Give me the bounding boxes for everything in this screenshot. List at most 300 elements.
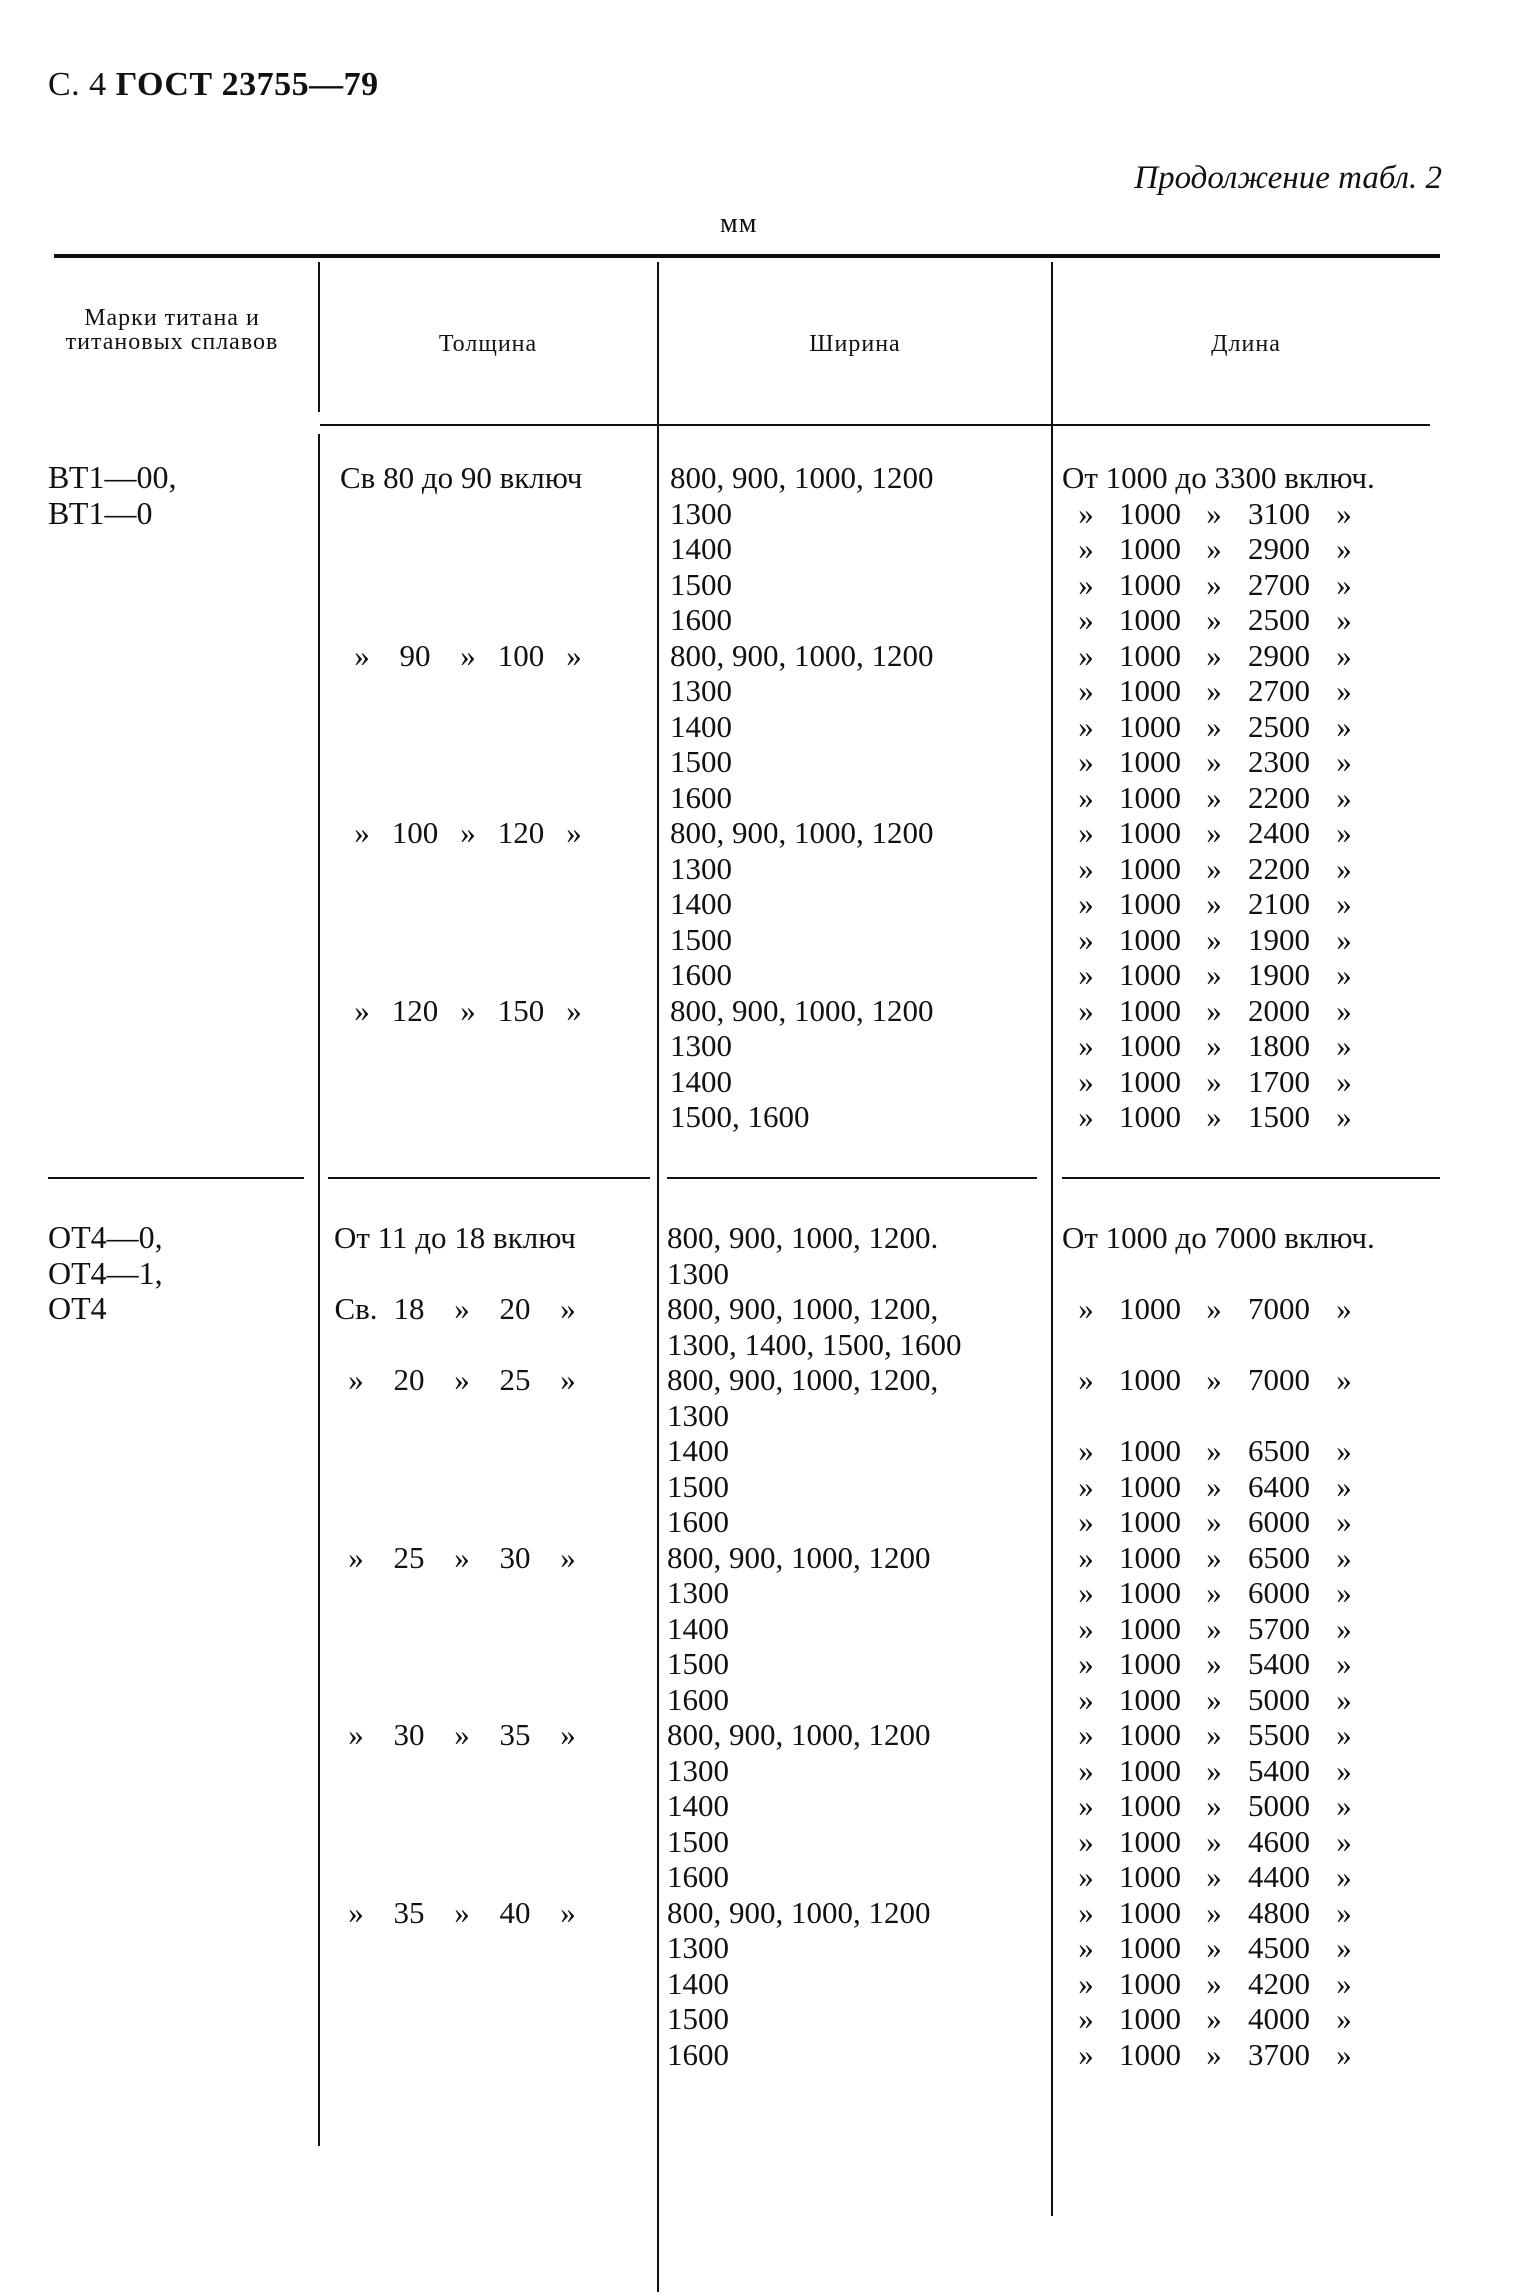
thickness-part: » xyxy=(454,1717,470,1752)
length-part: 1000 xyxy=(1119,1468,1181,1504)
length-part: » xyxy=(1336,566,1352,602)
length-part: 1000 xyxy=(1119,531,1181,566)
length-part: 5000 xyxy=(1248,1681,1310,1717)
length-part: » xyxy=(1206,921,1222,957)
thickness-part: 100 xyxy=(497,637,545,673)
length-part: 2700 xyxy=(1248,673,1310,708)
column-divider-3 xyxy=(1051,262,1053,2216)
length-part: » xyxy=(1078,1788,1094,1823)
length-part: 5000 xyxy=(1248,1788,1310,1823)
length-part: » xyxy=(1336,673,1352,708)
length-row xyxy=(1062,1717,1368,1753)
length-part: » xyxy=(1078,1028,1094,1063)
length-row xyxy=(1062,1028,1375,1064)
width-row: 1600 xyxy=(667,1681,729,1717)
width-row: 1400 xyxy=(667,1965,729,2001)
group2-grades xyxy=(48,1220,163,1327)
grade-name: ОТ4—0, xyxy=(48,1219,163,1255)
length-row xyxy=(1062,1611,1368,1647)
thickness-part: 25 xyxy=(393,1539,425,1575)
length-part: » xyxy=(1336,1504,1352,1539)
length-part: » xyxy=(1336,779,1352,815)
width-row: 1300, 1400, 1500, 1600 xyxy=(667,1326,962,1362)
length-part: » xyxy=(1078,1504,1094,1539)
length-part: » xyxy=(1336,1028,1352,1063)
length-part: » xyxy=(1336,1575,1352,1610)
length-part: 2200 xyxy=(1248,779,1310,815)
thickness-part: Св. xyxy=(334,1291,378,1326)
thickness-part: » xyxy=(454,1291,470,1326)
column-divider-1 xyxy=(318,262,320,412)
length-row xyxy=(1062,1895,1368,1931)
length-row xyxy=(1062,602,1375,638)
length-part: » xyxy=(1078,708,1094,744)
thickness-part: » xyxy=(454,1539,470,1575)
length-part: » xyxy=(1078,779,1094,815)
width-row: 1300 xyxy=(670,495,732,531)
group2-width xyxy=(667,1220,962,2072)
length-part: 1000 xyxy=(1119,1575,1181,1610)
length-part: » xyxy=(1206,1099,1222,1134)
header-width: Ширина xyxy=(809,331,901,357)
width-row: 1500 xyxy=(670,921,732,957)
length-part: 2500 xyxy=(1248,602,1310,637)
thickness-part: » xyxy=(560,1362,576,1397)
length-part: » xyxy=(1078,566,1094,602)
length-part: 5400 xyxy=(1248,1752,1310,1788)
length-part: 1900 xyxy=(1248,921,1310,957)
width-row: 800, 900, 1000, 1200, xyxy=(667,1362,939,1397)
length-part: » xyxy=(1078,1823,1094,1859)
thickness-part: 18 xyxy=(393,1291,425,1326)
header-bottom-rule xyxy=(320,424,1430,426)
length-part: 3100 xyxy=(1248,495,1310,531)
width-row: 800, 900, 1000, 1200 xyxy=(667,1717,931,1752)
column-divider-1b xyxy=(318,434,320,2146)
length-part: » xyxy=(1206,1930,1222,1965)
thickness-part: » xyxy=(460,637,476,673)
length-part: » xyxy=(1206,744,1222,779)
length-first-row: От 1000 до 3300 включ. xyxy=(1062,460,1375,495)
length-part: » xyxy=(1206,1823,1222,1859)
length-row xyxy=(1062,1966,1368,2002)
length-part: » xyxy=(1206,1433,1222,1468)
length-part: 1900 xyxy=(1248,957,1310,992)
length-row xyxy=(1062,1859,1368,1895)
group-separator-length xyxy=(1062,1177,1440,1179)
length-row xyxy=(1062,851,1375,887)
thickness-part: 100 xyxy=(391,815,439,850)
length-part: » xyxy=(1336,1468,1352,1504)
length-part: 1000 xyxy=(1119,886,1181,921)
length-part: » xyxy=(1336,744,1352,779)
length-part: 1000 xyxy=(1119,1539,1181,1575)
length-part: 1000 xyxy=(1119,992,1181,1028)
length-row xyxy=(1062,2001,1368,2037)
length-part: » xyxy=(1336,1788,1352,1823)
length-part: » xyxy=(1336,1063,1352,1099)
length-part: » xyxy=(1336,602,1352,637)
thickness-row: Св 80 до 90 включ xyxy=(340,460,583,495)
thickness-part: 35 xyxy=(499,1717,531,1752)
length-part: » xyxy=(1078,1681,1094,1717)
thickness-part: » xyxy=(460,992,476,1028)
width-row: 800, 900, 1000, 1200 xyxy=(667,1894,931,1930)
length-part: » xyxy=(1206,2036,1222,2072)
length-part: 1000 xyxy=(1119,708,1181,744)
length-row xyxy=(1062,2037,1368,2073)
length-part: 4500 xyxy=(1248,1930,1310,1965)
length-row xyxy=(1062,1824,1368,1860)
length-part: 1700 xyxy=(1248,1063,1310,1099)
length-part: 1000 xyxy=(1119,1433,1181,1468)
length-part: » xyxy=(1336,1965,1352,2001)
thickness-part: 20 xyxy=(393,1362,425,1397)
thickness-part: 30 xyxy=(499,1539,531,1575)
thickness-part: » xyxy=(354,637,370,673)
length-part: » xyxy=(1206,1291,1222,1326)
thickness-part: 35 xyxy=(393,1894,425,1930)
width-row: 1300 xyxy=(670,673,732,708)
length-part: 6000 xyxy=(1248,1575,1310,1610)
length-part: 1000 xyxy=(1119,1099,1181,1134)
width-row: 1300 xyxy=(670,850,732,886)
width-row: 1300 xyxy=(670,1028,732,1063)
thickness-part: » xyxy=(454,1362,470,1397)
length-part: 1000 xyxy=(1119,850,1181,886)
length-part: 1000 xyxy=(1119,1788,1181,1823)
length-part: » xyxy=(1078,1859,1094,1894)
width-row: 1400 xyxy=(667,1788,729,1823)
width-row: 1400 xyxy=(670,708,732,744)
group-separator-grade xyxy=(48,1177,304,1179)
length-part: 1000 xyxy=(1119,1362,1181,1397)
length-part: » xyxy=(1078,602,1094,637)
width-row: 1300 xyxy=(667,1752,729,1788)
length-part: 1000 xyxy=(1119,1646,1181,1681)
length-part: » xyxy=(1336,708,1352,744)
length-row xyxy=(1062,1433,1368,1469)
length-part: » xyxy=(1078,495,1094,531)
length-part: » xyxy=(1206,815,1222,850)
length-part: 1000 xyxy=(1119,1930,1181,1965)
header-grade: Марки титана и титановых сплавов xyxy=(65,305,279,355)
length-part: » xyxy=(1206,1894,1222,1930)
length-row xyxy=(1062,744,1375,780)
length-part: » xyxy=(1336,1930,1352,1965)
length-part: » xyxy=(1336,1291,1352,1326)
grade-name: ВТ1—00, xyxy=(48,459,177,495)
thickness-part: » xyxy=(454,1894,470,1930)
length-part: » xyxy=(1206,1063,1222,1099)
width-row: 1500, 1600 xyxy=(670,1099,810,1134)
length-part: » xyxy=(1206,1752,1222,1788)
thickness-part: » xyxy=(348,1717,364,1752)
length-part: 1000 xyxy=(1119,779,1181,815)
thickness-part: » xyxy=(566,992,582,1028)
thickness-part: 90 xyxy=(399,637,431,673)
length-part: » xyxy=(1078,1468,1094,1504)
length-part: 1000 xyxy=(1119,2001,1181,2036)
width-row: 1400 xyxy=(667,1610,729,1646)
units-label: мм xyxy=(720,208,758,239)
length-part: » xyxy=(1206,850,1222,886)
length-part: » xyxy=(1336,1752,1352,1788)
length-row xyxy=(1062,993,1375,1029)
length-row xyxy=(1062,567,1375,603)
length-part: » xyxy=(1336,1717,1352,1752)
length-part: » xyxy=(1078,1965,1094,2001)
thickness-row xyxy=(340,993,650,1029)
length-part: » xyxy=(1078,1099,1094,1134)
length-part: 1000 xyxy=(1119,1859,1181,1894)
length-part: 5700 xyxy=(1248,1610,1310,1646)
width-row: 1300 xyxy=(667,1397,729,1433)
length-first-row: От 1000 до 7000 включ. xyxy=(1062,1220,1375,1255)
table-continuation-label: Продолжение табл. 2 xyxy=(1134,160,1442,196)
length-part: 4800 xyxy=(1248,1894,1310,1930)
length-part: » xyxy=(1206,957,1222,992)
length-part: » xyxy=(1206,1859,1222,1894)
header-thickness: Толщина xyxy=(438,331,538,357)
group-separator-thickness xyxy=(328,1177,650,1179)
length-part: 1000 xyxy=(1119,1028,1181,1063)
group-separator-width xyxy=(667,1177,1037,1179)
length-part: 1500 xyxy=(1248,1099,1310,1134)
width-row: 1400 xyxy=(667,1433,729,1468)
length-part: 5500 xyxy=(1248,1717,1310,1752)
thickness-row xyxy=(340,815,650,851)
thickness-part: » xyxy=(560,1539,576,1575)
grade-name: ОТ4—1, xyxy=(48,1254,163,1291)
length-part: 1000 xyxy=(1119,1610,1181,1646)
length-part: » xyxy=(1078,2036,1094,2072)
thickness-part: 25 xyxy=(499,1362,531,1397)
length-row xyxy=(1062,780,1375,816)
length-row xyxy=(1062,1362,1368,1398)
length-part: 6000 xyxy=(1248,1504,1310,1539)
thickness-row xyxy=(334,1717,650,1753)
length-part: » xyxy=(1206,1504,1222,1539)
width-row: 1500 xyxy=(667,1646,729,1681)
thickness-row xyxy=(334,1895,650,1931)
length-part: » xyxy=(1336,957,1352,992)
length-part: » xyxy=(1078,637,1094,673)
width-row: 1600 xyxy=(667,1504,729,1539)
length-part: » xyxy=(1206,1965,1222,2001)
length-part: 1000 xyxy=(1119,1291,1181,1326)
length-part: » xyxy=(1206,1468,1222,1504)
length-part: » xyxy=(1078,1610,1094,1646)
length-part: » xyxy=(1336,637,1352,673)
length-part: » xyxy=(1206,886,1222,921)
length-part: » xyxy=(1336,1433,1352,1468)
width-row: 1300 xyxy=(667,1575,729,1610)
header-length: Длина xyxy=(1211,331,1281,357)
length-part: » xyxy=(1336,1823,1352,1859)
thickness-part: 120 xyxy=(497,815,545,850)
thickness-part: » xyxy=(560,1894,576,1930)
length-part: 1000 xyxy=(1119,1063,1181,1099)
length-row xyxy=(1062,638,1375,674)
length-part: » xyxy=(1206,566,1222,602)
length-part: 2100 xyxy=(1248,886,1310,921)
length-part: 1000 xyxy=(1119,1894,1181,1930)
length-part: 5400 xyxy=(1248,1646,1310,1681)
length-part: 1000 xyxy=(1119,2036,1181,2072)
length-part: » xyxy=(1078,850,1094,886)
thickness-part: » xyxy=(560,1291,576,1326)
width-row: 1300 xyxy=(667,1930,729,1965)
length-part: » xyxy=(1206,708,1222,744)
length-part: » xyxy=(1078,1291,1094,1326)
width-row: 800, 900, 1000, 1200. xyxy=(667,1220,939,1255)
group2-length xyxy=(1062,1220,1375,2072)
length-part: » xyxy=(1336,1610,1352,1646)
width-row: 800, 900, 1000, 1200 xyxy=(670,637,934,673)
length-part: » xyxy=(1078,1930,1094,1965)
thickness-part: 40 xyxy=(499,1894,531,1930)
thickness-row xyxy=(334,1291,650,1327)
length-part: » xyxy=(1336,531,1352,566)
width-row: 800, 900, 1000, 1200, xyxy=(667,1291,939,1326)
length-row xyxy=(1062,1646,1368,1682)
length-part: » xyxy=(1078,957,1094,992)
length-part: » xyxy=(1078,1646,1094,1681)
width-row: 1500 xyxy=(667,2001,729,2036)
length-part: » xyxy=(1336,921,1352,957)
length-part: » xyxy=(1206,637,1222,673)
table-top-rule xyxy=(54,254,1440,258)
thickness-part: » xyxy=(460,815,476,850)
length-part: » xyxy=(1206,1788,1222,1823)
length-part: 1000 xyxy=(1119,1504,1181,1539)
width-row: 1500 xyxy=(667,1823,729,1859)
length-part: 2300 xyxy=(1248,744,1310,779)
length-part: » xyxy=(1206,1681,1222,1717)
length-part: » xyxy=(1336,1362,1352,1397)
length-part: » xyxy=(1206,1539,1222,1575)
thickness-row xyxy=(340,638,650,674)
length-part: » xyxy=(1206,602,1222,637)
group1-width xyxy=(670,460,934,1135)
length-part: 4200 xyxy=(1248,1965,1310,2001)
thickness-part: » xyxy=(560,1717,576,1752)
length-part: 2400 xyxy=(1248,815,1310,850)
thickness-part: » xyxy=(348,1539,364,1575)
thickness-row xyxy=(334,1540,650,1576)
grade-name: ОТ4 xyxy=(48,1290,107,1326)
length-row xyxy=(1062,957,1375,993)
length-part: 2900 xyxy=(1248,637,1310,673)
length-part: » xyxy=(1078,1433,1094,1468)
width-row: 800, 900, 1000, 1200 xyxy=(670,815,934,850)
width-row: 1400 xyxy=(670,886,732,921)
length-part: 1000 xyxy=(1119,602,1181,637)
length-part: 4600 xyxy=(1248,1823,1310,1859)
width-row: 1600 xyxy=(667,2036,729,2072)
width-row: 800, 900, 1000, 1200 xyxy=(667,1539,931,1575)
length-part: » xyxy=(1078,744,1094,779)
length-row xyxy=(1062,1099,1375,1135)
length-part: » xyxy=(1336,2036,1352,2072)
length-part: 2700 xyxy=(1248,566,1310,602)
length-row xyxy=(1062,1753,1368,1789)
length-row xyxy=(1062,922,1375,958)
length-part: 1000 xyxy=(1119,921,1181,957)
length-part: » xyxy=(1206,2001,1222,2036)
grade-name: ВТ1—0 xyxy=(48,494,153,531)
width-row: 1500 xyxy=(667,1468,729,1504)
length-part: » xyxy=(1078,815,1094,850)
length-part: 7000 xyxy=(1248,1362,1310,1397)
length-part: » xyxy=(1336,1099,1352,1134)
thickness-part: 20 xyxy=(499,1291,531,1326)
length-part: » xyxy=(1336,992,1352,1028)
length-part: 1000 xyxy=(1119,495,1181,531)
length-part: » xyxy=(1206,1362,1222,1397)
length-part: » xyxy=(1206,1575,1222,1610)
length-part: 1000 xyxy=(1119,744,1181,779)
width-row: 1300 xyxy=(667,1255,729,1291)
length-part: 4400 xyxy=(1248,1859,1310,1894)
length-row xyxy=(1062,1930,1368,1966)
length-part: » xyxy=(1336,495,1352,531)
length-part: » xyxy=(1078,992,1094,1028)
length-part: 1000 xyxy=(1119,815,1181,850)
group1-grades xyxy=(48,460,176,531)
length-part: » xyxy=(1206,531,1222,566)
length-part: » xyxy=(1078,1752,1094,1788)
length-part: » xyxy=(1206,1610,1222,1646)
length-part: 1000 xyxy=(1119,1717,1181,1752)
width-row: 1600 xyxy=(670,602,732,637)
length-part: » xyxy=(1078,1063,1094,1099)
length-part: 1000 xyxy=(1119,1965,1181,2001)
length-part: » xyxy=(1078,1362,1094,1397)
length-part: 2200 xyxy=(1248,850,1310,886)
width-row: 1600 xyxy=(670,957,732,992)
length-part: » xyxy=(1078,2001,1094,2036)
width-row: 800, 900, 1000, 1200 xyxy=(670,992,934,1028)
standard-number: ГОСТ 23755—79 xyxy=(115,66,379,103)
length-part: » xyxy=(1078,921,1094,957)
length-part: 1800 xyxy=(1248,1028,1310,1063)
width-row: 800, 900, 1000, 1200 xyxy=(670,460,934,495)
width-row: 1600 xyxy=(670,779,732,815)
length-part: » xyxy=(1206,673,1222,708)
length-part: » xyxy=(1078,1539,1094,1575)
thickness-row xyxy=(334,1362,650,1398)
thickness-part: » xyxy=(566,815,582,850)
column-divider-2 xyxy=(657,262,659,2292)
length-part: » xyxy=(1336,815,1352,850)
length-row xyxy=(1062,1540,1368,1576)
length-row xyxy=(1062,886,1375,922)
length-part: » xyxy=(1336,1646,1352,1681)
length-row xyxy=(1062,531,1375,567)
length-row xyxy=(1062,709,1375,745)
width-row: 1600 xyxy=(667,1859,729,1894)
length-part: 2900 xyxy=(1248,531,1310,566)
length-part: 6500 xyxy=(1248,1433,1310,1468)
length-row xyxy=(1062,1064,1375,1100)
length-part: » xyxy=(1336,1894,1352,1930)
length-part: 1000 xyxy=(1119,566,1181,602)
length-row xyxy=(1062,1469,1368,1505)
length-part: 2000 xyxy=(1248,992,1310,1028)
thickness-part: » xyxy=(354,815,370,850)
